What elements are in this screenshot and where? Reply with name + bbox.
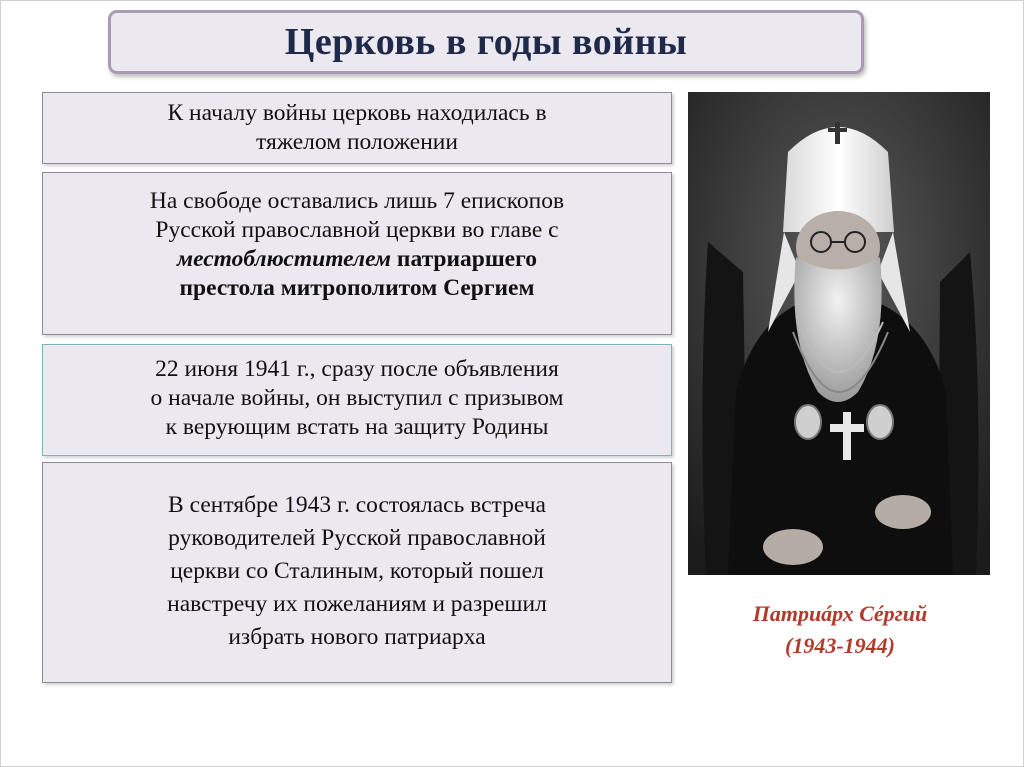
- caption-name: Патриáрх Сéргий: [752, 601, 928, 626]
- text-line-rest: патриаршего: [391, 246, 537, 272]
- portrait-photo: [688, 92, 990, 575]
- text-line: На свободе оставались лишь 7 епископов: [149, 188, 565, 214]
- title-box: [108, 10, 864, 74]
- emphasized-term: местоблюстителем: [177, 246, 392, 272]
- text-line: о начале войны, он выступил с призывом: [150, 385, 564, 411]
- text-block-1: [42, 92, 672, 164]
- text-line: [43, 245, 671, 274]
- text-line: руководителей Русской православной: [168, 525, 546, 551]
- portrait-caption: [690, 598, 990, 662]
- text-block-3: [42, 344, 672, 456]
- text-line: 22 июня 1941 г., сразу после объявления: [155, 356, 559, 382]
- text-line: престола митрополитом Сергием: [179, 275, 535, 301]
- portrait-illustration: [688, 92, 990, 575]
- text-line: к верующим встать на защиту Родины: [165, 414, 549, 440]
- text-line: церкви со Сталиным, который пошел: [170, 558, 544, 584]
- text-line: К началу войны церковь находилась в: [167, 100, 547, 126]
- text-line: избрать нового патриарха: [228, 624, 486, 650]
- text-line: навстречу их пожеланиям и разрешил: [167, 591, 547, 617]
- text-block-2: [42, 172, 672, 335]
- caption-years: (1943-1944): [785, 633, 895, 658]
- text-line: Русской православной церкви во главе с: [155, 217, 559, 243]
- text-line: тяжелом положении: [256, 129, 458, 155]
- slide-title: Церковь в годы войны: [284, 21, 688, 63]
- text-line: В сентябре 1943 г. состоялась встреча: [168, 492, 546, 518]
- text-block-4: [42, 462, 672, 683]
